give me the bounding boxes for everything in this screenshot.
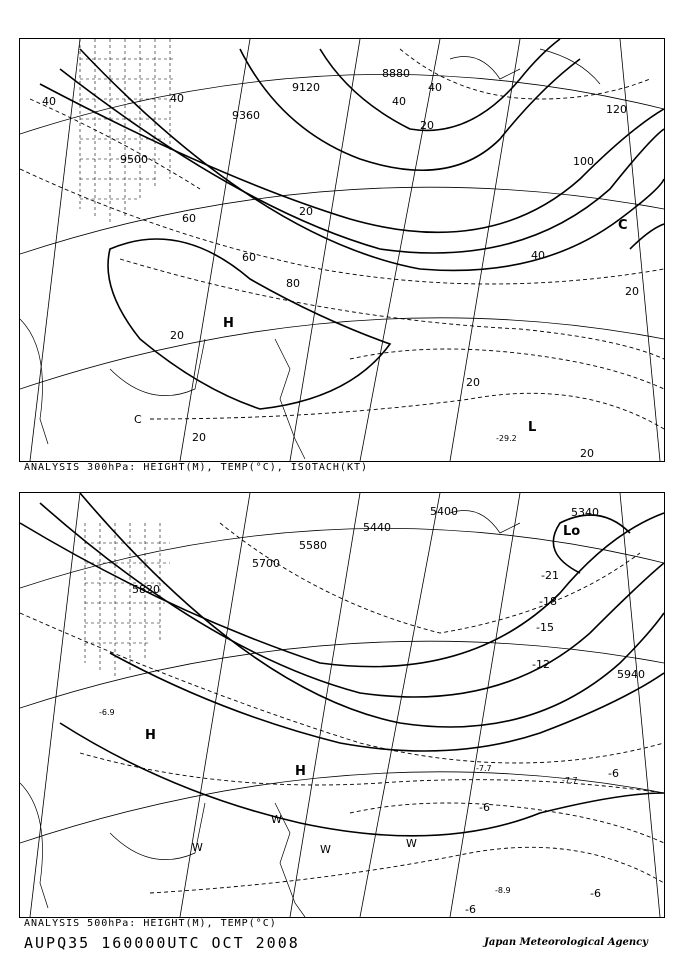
- temp-label: -18: [539, 595, 557, 608]
- temp-label: -7.7: [476, 764, 492, 773]
- isotach-label: 40: [170, 92, 184, 105]
- temp-label: -29.2: [496, 434, 517, 443]
- isotach-label: 20: [170, 329, 184, 342]
- isotach-label: 60: [182, 212, 196, 225]
- warm-center: W: [406, 837, 417, 850]
- temp-label: -6: [608, 767, 619, 780]
- isotach-label: 20: [580, 447, 594, 460]
- temp-label: -8.9: [495, 886, 511, 895]
- temp-label: -7.7: [562, 776, 578, 785]
- low-center: Lo: [563, 524, 581, 539]
- isotach-label: 100: [573, 155, 594, 168]
- temp-label: -6.9: [99, 708, 115, 717]
- height-label: 5340: [571, 506, 599, 519]
- high-center: H: [145, 728, 156, 743]
- isotach-label: 20: [299, 205, 313, 218]
- temp-label: -12: [532, 658, 550, 671]
- temp-label: -21: [541, 569, 559, 582]
- high-center: H: [295, 764, 306, 779]
- high-center: H: [223, 316, 234, 331]
- height-label: 5580: [299, 539, 327, 552]
- height-label: 9360: [232, 109, 260, 122]
- warm-center: W: [192, 841, 203, 854]
- chart-300hpa-labels: [20, 39, 664, 461]
- temp-label: -15: [536, 621, 554, 634]
- height-label: 9500: [120, 153, 148, 166]
- cold-center: C: [618, 218, 628, 233]
- height-label: 5940: [617, 668, 645, 681]
- height-label: 5700: [252, 557, 280, 570]
- height-label: 8880: [382, 67, 410, 80]
- chart-500hpa: [19, 492, 665, 918]
- isotach-label: 40: [428, 81, 442, 94]
- chart-300hpa-caption: ANALYSIS 300hPa: HEIGHT(M), TEMP(°C), ISOTACH(KT): [24, 462, 369, 473]
- warm-center: W: [271, 813, 282, 826]
- chart-300hpa: [19, 38, 665, 462]
- isotach-label: 40: [392, 95, 406, 108]
- isotach-label: 40: [531, 249, 545, 262]
- isotach-label: 20: [466, 376, 480, 389]
- temp-label: -6: [465, 903, 476, 916]
- isotach-label: 40: [42, 95, 56, 108]
- isotach-label: 120: [606, 103, 627, 116]
- agency-name: Japan Meteorological Agency: [484, 937, 648, 948]
- cold-center: C: [134, 413, 142, 426]
- height-label: 5440: [363, 521, 391, 534]
- warm-center: W: [320, 843, 331, 856]
- low-center: L: [528, 420, 537, 435]
- isotach-label: 20: [625, 285, 639, 298]
- chart-500hpa-labels: [20, 493, 664, 917]
- temp-label: -6: [590, 887, 601, 900]
- height-label: 5400: [430, 505, 458, 518]
- isotach-label: 60: [242, 251, 256, 264]
- product-id: AUPQ35 160000UTC OCT 2008: [24, 934, 300, 952]
- height-label: 9120: [292, 81, 320, 94]
- temp-label: -6: [479, 801, 490, 814]
- isotach-label: 80: [286, 277, 300, 290]
- isotach-label: 20: [420, 119, 434, 132]
- height-label: 5820: [132, 583, 160, 596]
- chart-500hpa-caption: ANALYSIS 500hPa: HEIGHT(M), TEMP(°C): [24, 918, 277, 929]
- isotach-label: 20: [192, 431, 206, 444]
